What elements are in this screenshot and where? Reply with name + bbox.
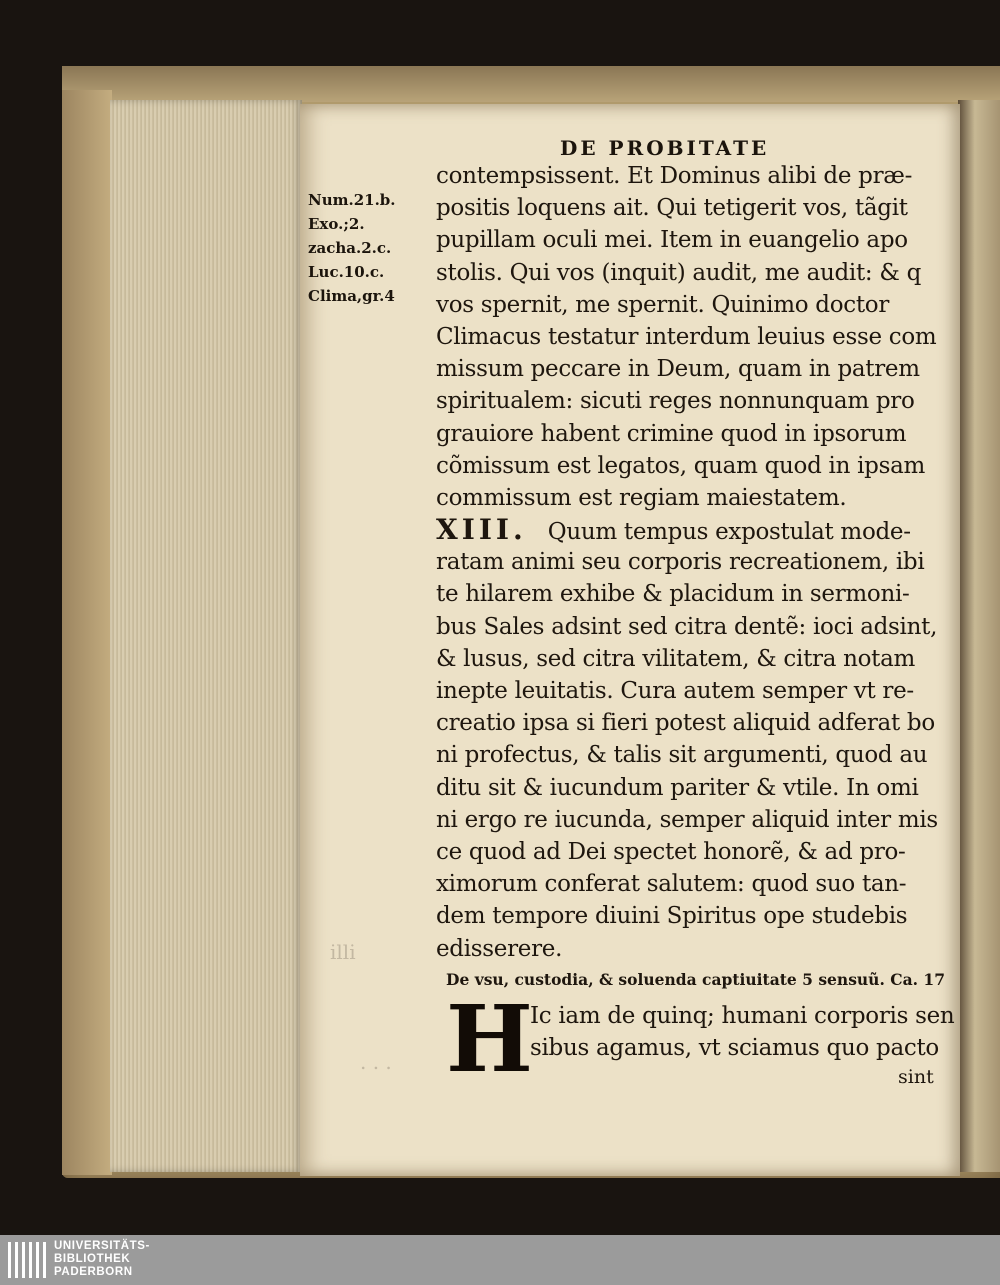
- catchword: sint: [898, 1066, 934, 1088]
- text-line: bus Sales adsint sed citra dentẽ: ioci adsint,: [436, 613, 938, 640]
- text-line: inepte leuitatis. Cura autem semper vt re-: [436, 678, 914, 704]
- gutter: [958, 100, 1000, 1172]
- chapter-text: [530, 1000, 954, 1064]
- text-line: pupillam oculi mei. Item in euangelio apo: [436, 227, 908, 254]
- text-line: dem tempore diuini Spiritus ope studebis: [436, 903, 908, 930]
- text-line: cõmissum est legatos, quam quod in ipsam: [436, 452, 925, 479]
- text-line: edisserere.: [436, 935, 563, 962]
- text-line: vos spernit, me spernit. Quinimo doctor: [436, 291, 890, 318]
- logo-line: PADERBORN: [54, 1266, 133, 1278]
- running-head: DE PROBITATE: [560, 136, 770, 160]
- text-line: missum peccare in Deum, quam in patrem: [436, 356, 920, 383]
- text-line: Ic iam de quinq; humani corporis sen: [530, 1003, 955, 1029]
- text-line: creatio ipsa si fieri potest aliquid adferat bo: [436, 710, 935, 737]
- chapter-heading: De vsu, custodia, & soluenda captiuitate 5 sensuũ. Ca. 17: [446, 970, 945, 989]
- text-line: spiritualem: sicuti reges nonnunquam pro: [436, 388, 915, 415]
- text-line: ditu sit & iucundum pariter & vtile. In omi: [436, 774, 919, 801]
- margin-note: Clima,gr.4: [308, 287, 395, 305]
- book-cover-top: [62, 66, 1000, 102]
- section-first-line: [436, 514, 938, 546]
- margin-notes: [308, 188, 396, 308]
- show-through-text: illi: [330, 940, 356, 964]
- text-line: & lusus, sed citra vilitatem, & citra notam: [436, 645, 916, 672]
- show-through-text: . . .: [360, 1050, 392, 1074]
- margin-note: Luc.10.c.: [308, 263, 385, 281]
- drop-cap: H: [446, 985, 533, 1093]
- page-edges: [110, 100, 302, 1172]
- text-line: Climacus testatur interdum leuius esse com: [436, 323, 937, 350]
- text-line: commissum est regiam maiestatem.: [436, 484, 847, 511]
- margin-note: zacha.2.c.: [308, 239, 392, 257]
- book-spine: [62, 90, 112, 1175]
- library-logo-text: [54, 1240, 150, 1279]
- text-line: Quum tempus expostulat mode-: [547, 519, 911, 546]
- text-line: stolis. Qui vos (inquit) audit, me audit: & q: [436, 259, 921, 286]
- text-line: te hilarem exhibe & placidum in sermoni-: [436, 581, 910, 608]
- margin-note: Exo.;2.: [308, 215, 365, 233]
- text-line: sibus agamus, vt sciamus quo pacto: [530, 1035, 939, 1062]
- body-text: [436, 160, 938, 965]
- text-line: ximorum conferat salutem: quod suo tan-: [436, 871, 907, 898]
- text-line: contempsissent. Et Dominus alibi de præ-: [436, 163, 913, 189]
- library-logo-icon: [8, 1242, 48, 1278]
- text-line: ni ergo re iucunda, semper aliquid inter mis: [436, 806, 938, 833]
- text-line: ni profectus, & talis sit argumenti, quod au: [436, 742, 928, 769]
- text-line: ratam animi seu corporis recreationem, ibi: [436, 549, 925, 576]
- text-line: positis loquens ait. Qui tetigerit vos, tãgit: [436, 195, 908, 222]
- margin-note: Num.21.b.: [308, 191, 396, 209]
- text-line: grauiore habent crimine quod in ipsorum: [436, 420, 907, 447]
- section-number: XIII.: [436, 513, 527, 547]
- library-footer: [0, 1235, 1000, 1285]
- text-line: ce quod ad Dei spectet honorẽ, & ad pro-: [436, 838, 906, 865]
- logo-line: BIBLIOTHEK: [54, 1253, 131, 1265]
- logo-line: UNIVERSITÄTS-: [54, 1240, 150, 1252]
